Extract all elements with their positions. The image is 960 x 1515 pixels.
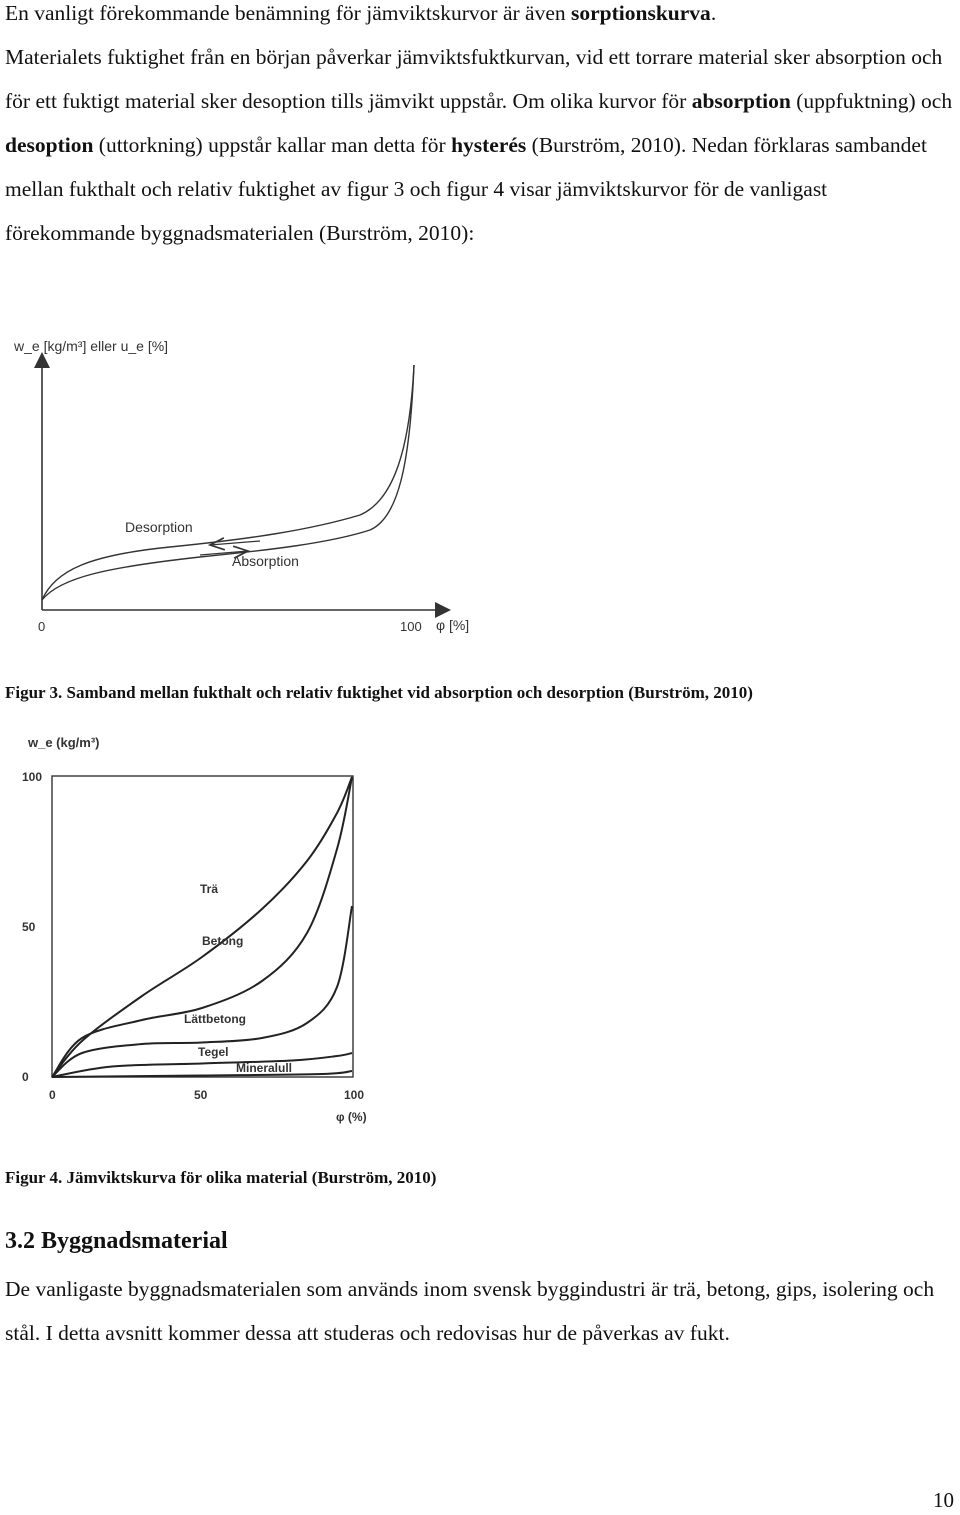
fig4-series-label: Mineralull — [236, 1061, 293, 1075]
figure4-caption: Figur 4. Jämviktskurva för olika material (Burström, 2010) — [5, 1168, 437, 1187]
fig3-absorption-label: Absorption — [232, 553, 299, 569]
section-heading: 3.2 Byggnadsmaterial — [5, 1228, 228, 1254]
fig4-series-label: Lättbetong — [184, 1012, 246, 1026]
fig4-x-label: φ (%) — [336, 1110, 367, 1124]
page-number: 10 — [933, 1488, 954, 1512]
fig4-y-tick: 50 — [22, 920, 36, 934]
fig3-x-label: φ [%] — [436, 617, 470, 633]
section-paragraph: De vanligaste byggnadsmaterialen som används inom svensk byggindustri är trä, betong, gips, isolering och stål. I detta avsnitt kommer dessa att studeras och redovisas hur de påverkas av fukt. — [5, 1277, 935, 1345]
fig4-x-tick: 50 — [194, 1088, 208, 1102]
fig4-curve-betong — [52, 777, 352, 1077]
fig4-series-label: Trä — [200, 882, 219, 896]
intro-paragraph: En vanligt förekommande benämning för jämviktskurvor är även sorptionskurva. Materialets fuktighet från en början påverkar jämviktsfuktkurvan, vid ett torrare material sker absorption och för ett fuktigt material sker desoption tills jämvikt uppstår. Om olika kurvor för absorption (uppfuktning) och desoption (uttorkning) uppstår kallar man detta för hysterés (Burström, 2010). Nedan förklaras sambandet mellan fukthalt och relativ fuktighet av figur 3 och figur 4 visar jämviktskurvor för de vanligast förekommande byggnadsmaterialen (Burström, 2010): — [5, 1, 953, 245]
fig3-desorption-curve — [42, 365, 414, 600]
figure4-chart — [0, 725, 400, 1135]
fig3-x-tick-0: 0 — [38, 619, 46, 634]
fig3-absorption-curve — [42, 365, 414, 600]
fig4-series-label: Betong — [202, 934, 244, 948]
fig4-y-tick: 0 — [22, 1070, 29, 1084]
fig4-x-tick: 100 — [344, 1088, 365, 1102]
fig3-y-label: w_e [kg/m³] eller u_e [%] — [14, 338, 169, 354]
fig3-desorption-label: Desorption — [125, 519, 193, 535]
fig4-x-tick: 0 — [49, 1088, 56, 1102]
fig4-y-tick: 100 — [22, 770, 43, 784]
fig4-y-label: w_e (kg/m³) — [28, 735, 100, 750]
fig4-series-label: Tegel — [198, 1045, 229, 1059]
fig4-curve-mineralull — [52, 1071, 352, 1077]
fig3-x-tick-100: 100 — [400, 619, 422, 634]
figure3-caption: Figur 3. Samband mellan fukthalt och relativ fuktighet vid absorption och desorption (Burström, 2010) — [5, 683, 753, 702]
figure3-chart — [0, 325, 480, 645]
